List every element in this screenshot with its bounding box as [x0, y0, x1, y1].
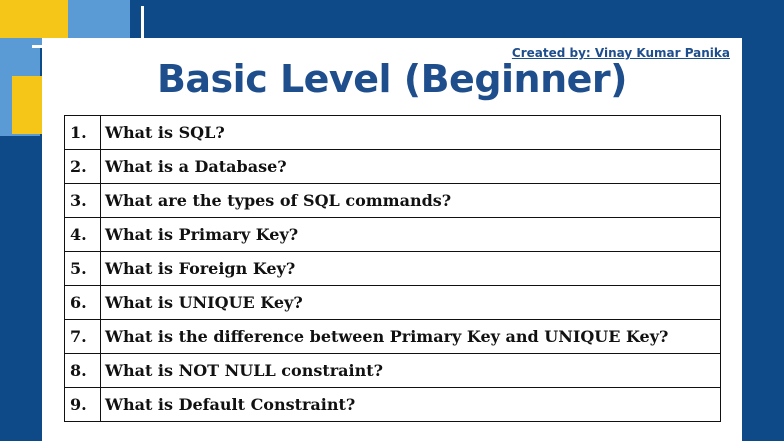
question-number: 4. — [65, 218, 101, 252]
question-text: What is NOT NULL constraint? — [101, 354, 721, 388]
question-number: 7. — [65, 320, 101, 354]
question-text: What is Default Constraint? — [101, 388, 721, 422]
questions-table — [64, 115, 721, 422]
question-text: What is a Database? — [101, 150, 721, 184]
table-row — [65, 354, 721, 388]
table-row — [65, 184, 721, 218]
question-text: What are the types of SQL commands? — [101, 184, 721, 218]
question-text: What is UNIQUE Key? — [101, 286, 721, 320]
question-text: What is Primary Key? — [101, 218, 721, 252]
question-number: 1. — [65, 116, 101, 150]
question-number: 6. — [65, 286, 101, 320]
table-row — [65, 320, 721, 354]
question-number: 3. — [65, 184, 101, 218]
content-page — [42, 38, 742, 441]
question-number: 2. — [65, 150, 101, 184]
table-row — [65, 286, 721, 320]
table-row — [65, 218, 721, 252]
question-number: 5. — [65, 252, 101, 286]
author-credit: Created by: Vinay Kumar Panika — [511, 46, 730, 60]
question-number: 9. — [65, 388, 101, 422]
question-number: 8. — [65, 354, 101, 388]
table-row — [65, 252, 721, 286]
table-row — [65, 388, 721, 422]
table-row — [65, 116, 721, 150]
question-text: What is SQL? — [101, 116, 721, 150]
question-text: What is Foreign Key? — [101, 252, 721, 286]
table-row — [65, 150, 721, 184]
page-title: Basic Level (Beginner) — [156, 57, 628, 101]
question-text: What is the difference between Primary Key and UNIQUE Key? — [101, 320, 721, 354]
